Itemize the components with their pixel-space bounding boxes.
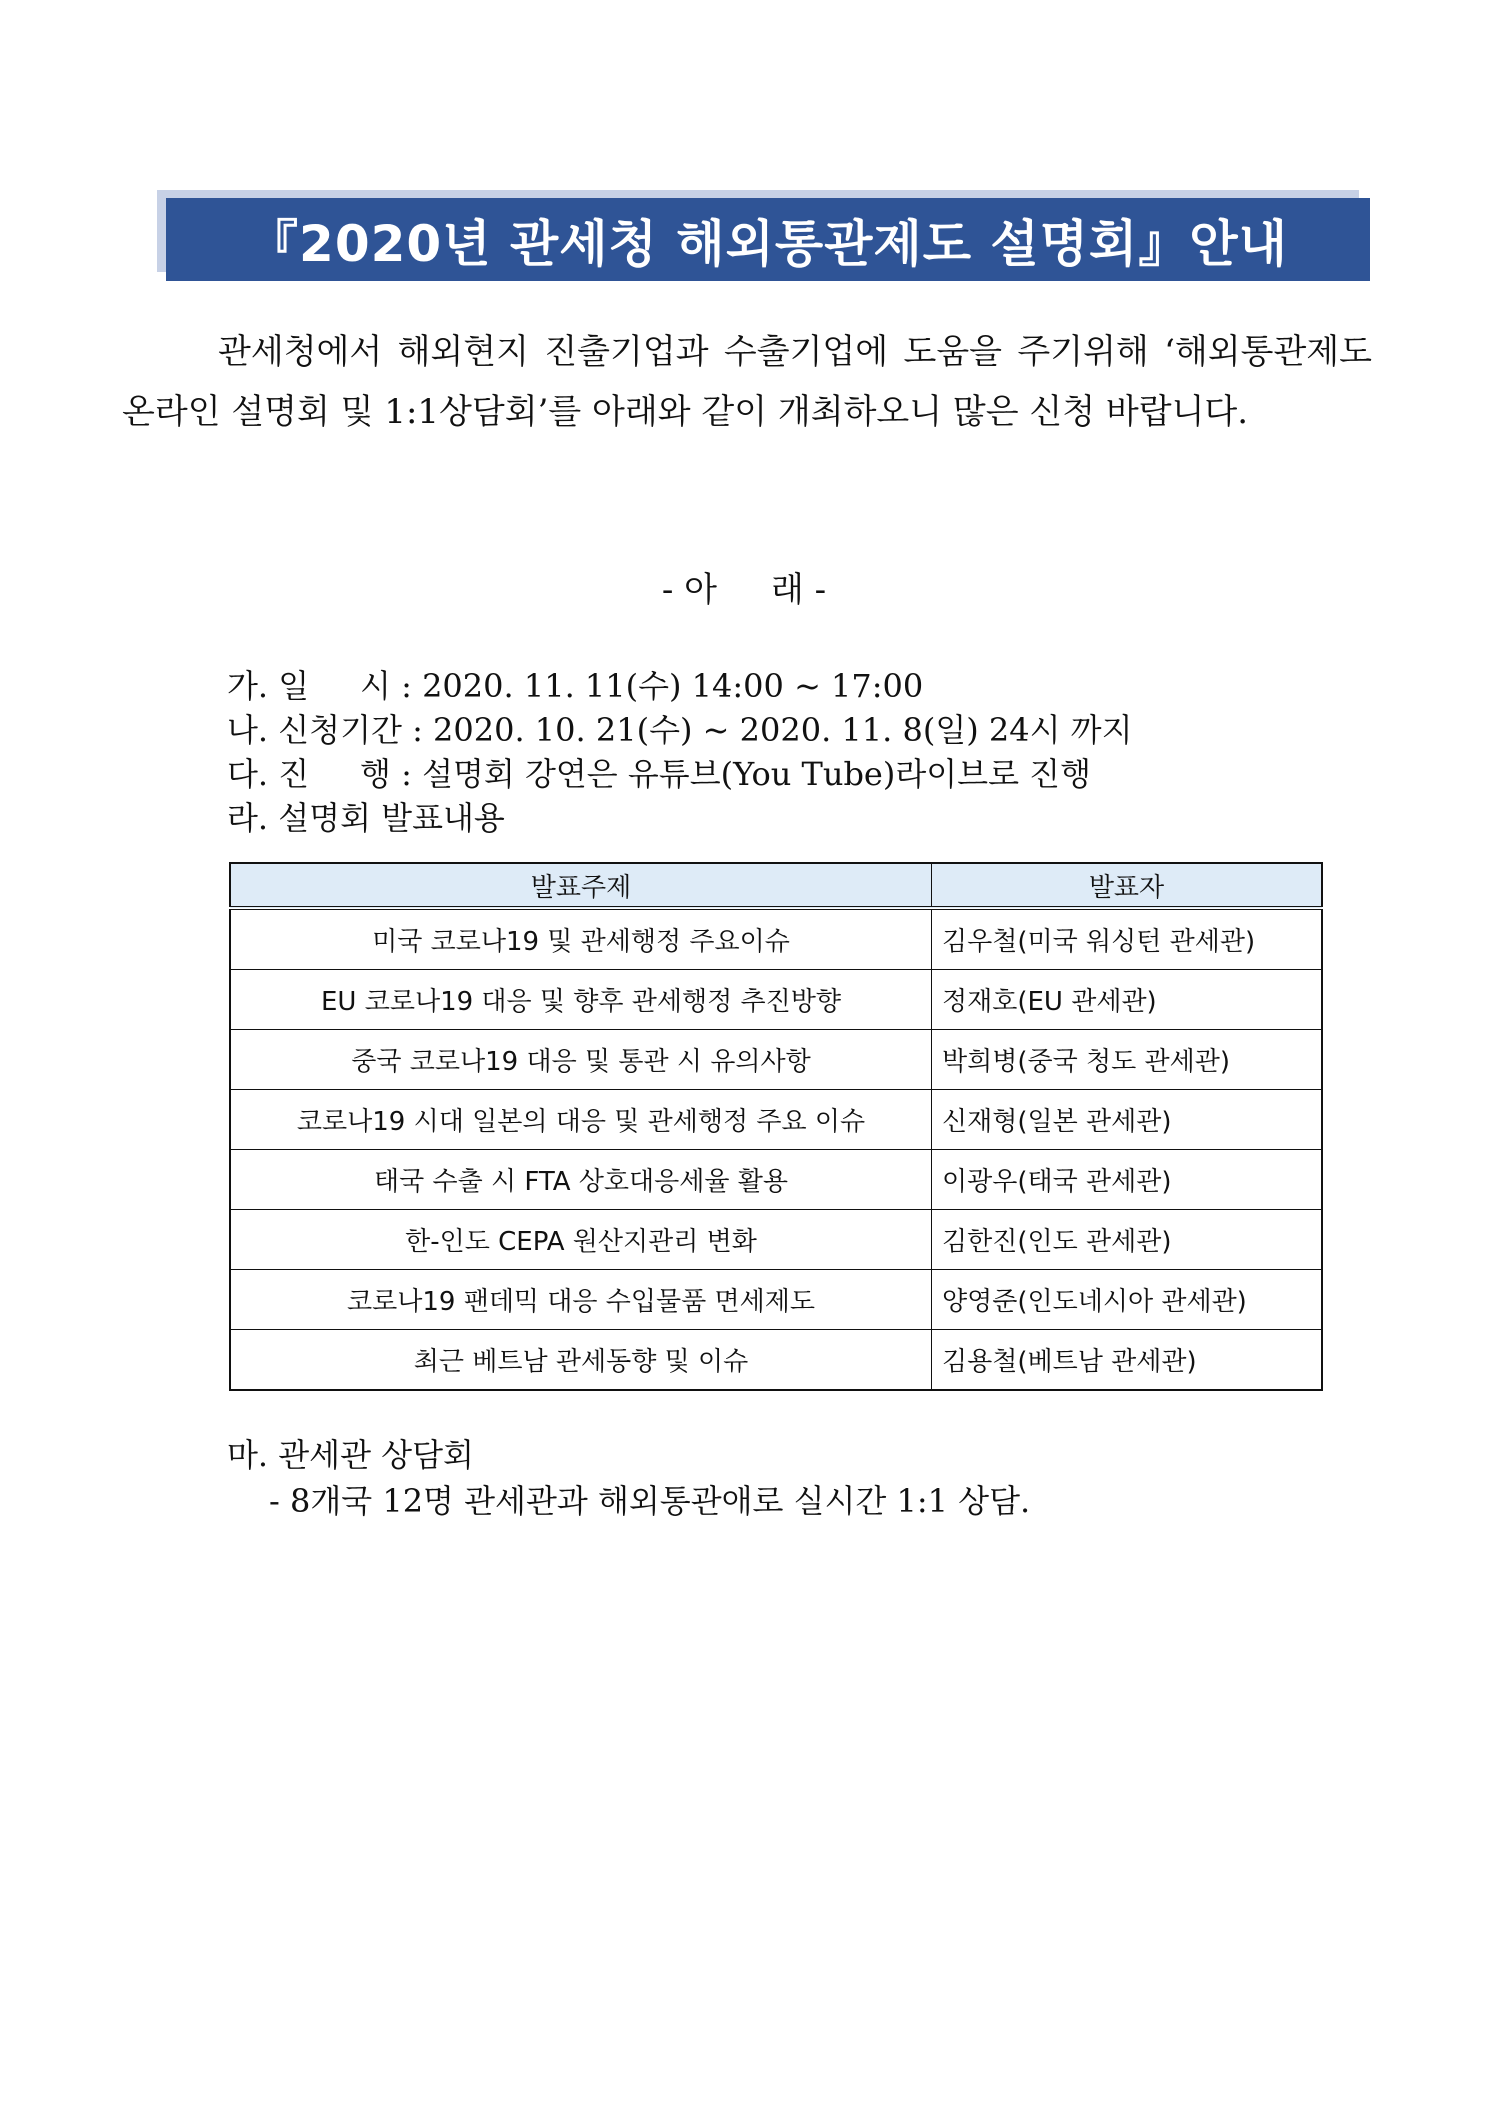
speaker-cell: 김한진(인도 관세관) (932, 1210, 1323, 1270)
table-row (230, 908, 1322, 970)
topic-cell: 중국 코로나19 대응 및 통관 시 유의사항 (230, 1030, 932, 1090)
table-row (230, 1090, 1322, 1150)
speaker-cell: 김우철(미국 워싱턴 관세관) (932, 908, 1323, 970)
consultation-section (227, 1432, 1030, 1524)
notice-heading: - 아 래 - (661, 570, 827, 610)
topic-cell: 한-인도 CEPA 원산지관리 변화 (230, 1210, 932, 1270)
presentation-table (229, 862, 1323, 1391)
speaker-cell: 박희병(중국 청도 관세관) (932, 1030, 1323, 1090)
item-progress: 다. 진 행 : 설명회 강연은 유튜브(You Tube)라이브로 진행 (227, 755, 1091, 793)
table-row (230, 1030, 1322, 1090)
info-list (227, 664, 1133, 840)
topic-cell: 코로나19 팬데믹 대응 수입물품 면세제도 (230, 1270, 932, 1330)
intro-paragraph: 관세청에서 해외현지 진출기업과 수출기업에 도움을 주기위해 ‘해외통관제도 온라인 설명회 및 1:1상담회’를 아래와 같이 개최하오니 많은 신청 바랍니다. (122, 332, 1372, 432)
speaker-cell: 정재호(EU 관세관) (932, 970, 1323, 1030)
table-row (230, 1150, 1322, 1210)
consultation-title: 마. 관세관 상담회 (227, 1436, 474, 1474)
speaker-cell: 이광우(태국 관세관) (932, 1150, 1323, 1210)
table-row (230, 1210, 1322, 1270)
table-header-row (230, 863, 1322, 908)
item-presentation-contents: 라. 설명회 발표내용 (227, 799, 505, 837)
topic-cell: 태국 수출 시 FTA 상호대응세율 활용 (230, 1150, 932, 1210)
topic-cell: 코로나19 시대 일본의 대응 및 관세행정 주요 이슈 (230, 1090, 932, 1150)
header-speaker: 발표자 (932, 863, 1323, 908)
consultation-detail: - 8개국 12명 관세관과 해외통관애로 실시간 1:1 상담. (269, 1482, 1031, 1520)
speaker-cell: 김용철(베트남 관세관) (932, 1330, 1323, 1391)
document-title: 『2020년 관세청 해외통관제도 설명회』안내 (166, 198, 1370, 281)
table-row (230, 970, 1322, 1030)
table-row (230, 1330, 1322, 1391)
item-application-period: 나. 신청기간 : 2020. 10. 21(수) ~ 2020. 11. 8(일) 24시 까지 (227, 711, 1133, 749)
topic-cell: EU 코로나19 대응 및 향후 관세행정 추진방향 (230, 970, 932, 1030)
table-row (230, 1270, 1322, 1330)
topic-cell: 최근 베트남 관세동향 및 이슈 (230, 1330, 932, 1391)
speaker-cell: 신재형(일본 관세관) (932, 1090, 1323, 1150)
item-date: 가. 일 시 : 2020. 11. 11(수) 14:00 ~ 17:00 (227, 667, 924, 705)
topic-cell: 미국 코로나19 및 관세행정 주요이슈 (230, 908, 932, 970)
header-topic: 발표주제 (230, 863, 932, 908)
speaker-cell: 양영준(인도네시아 관세관) (932, 1270, 1323, 1330)
